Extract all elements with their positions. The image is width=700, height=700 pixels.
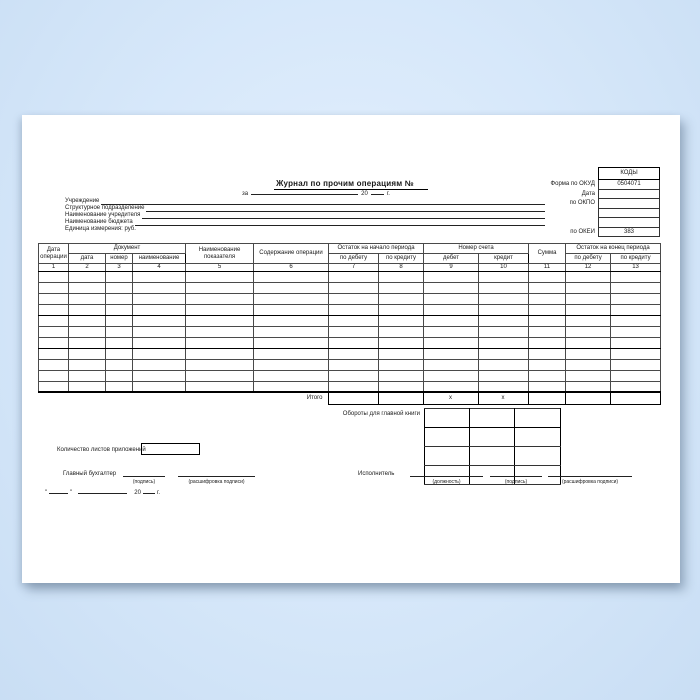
table-cell: [39, 282, 69, 293]
total-cell: [565, 392, 610, 405]
executor-position-caption: (должность): [432, 479, 461, 485]
table-cell: [479, 282, 529, 293]
table-cell: [39, 337, 69, 348]
table-cell: [329, 315, 379, 326]
table-cell: [479, 326, 529, 337]
table-cell: [529, 370, 566, 381]
turnover-row: [425, 409, 561, 428]
table-cell: [186, 348, 254, 359]
table-cell: [329, 359, 379, 370]
col-header-content: Содержание операции: [254, 244, 329, 264]
table-cell: [379, 337, 424, 348]
department-blank: [146, 211, 545, 212]
table-cell: [69, 282, 106, 293]
col-header-begin-debit: по дебету: [329, 254, 379, 264]
codes-row-value: [598, 190, 660, 200]
founder-label: Наименование учредителя: [65, 212, 141, 219]
table-cell: [329, 293, 379, 304]
column-number-cell: 4: [133, 264, 186, 272]
turnover-cell: [425, 409, 470, 428]
col-header-sum: Сумма: [529, 244, 566, 264]
table-cell: [329, 304, 379, 315]
table-cell: [379, 348, 424, 359]
table-cell: [379, 282, 424, 293]
attachments-label: Количество листов приложений: [57, 447, 146, 453]
executor-name-caption: (расшифровка подписи): [561, 479, 619, 485]
table-cell: [106, 359, 133, 370]
table-cell: [133, 293, 186, 304]
codes-row-value: 0504071: [598, 180, 660, 190]
codes-row-value: 383: [598, 228, 660, 238]
executor-name-line: [548, 471, 632, 477]
column-number-cell: 3: [106, 264, 133, 272]
col-header-acc-credit: кредит: [479, 254, 529, 264]
column-number-cell: 5: [186, 264, 254, 272]
org-row-founder: [65, 212, 545, 219]
table-cell: [566, 293, 611, 304]
table-cell: [186, 337, 254, 348]
date-year-blank: [143, 489, 155, 494]
table-row: [39, 370, 661, 381]
total-label: Итого: [306, 395, 323, 401]
org-row-budget: [65, 219, 545, 226]
date-year: 20: [134, 490, 141, 496]
table-cell: [479, 359, 529, 370]
table-cell: [379, 271, 424, 282]
table-cell: [106, 326, 133, 337]
col-header-doc-number: номер: [106, 254, 133, 264]
col-header-begin-credit: по кредиту: [379, 254, 424, 264]
codes-header-row: [464, 167, 660, 180]
table-cell: [106, 304, 133, 315]
table-cell: [186, 326, 254, 337]
table-cell: [424, 315, 479, 326]
table-cell: [529, 293, 566, 304]
col-header-document: Документ: [69, 244, 186, 254]
org-row-department: [65, 205, 545, 212]
table-cell: [106, 315, 133, 326]
table-cell: [106, 337, 133, 348]
table-cell: [39, 370, 69, 381]
accountant-name-caption: (расшифровка подписи): [188, 479, 245, 485]
table-cell: [566, 271, 611, 282]
turnover-cell: [470, 409, 515, 428]
table-cell: [39, 315, 69, 326]
table-cell: [254, 293, 329, 304]
table-cell: [424, 293, 479, 304]
col-header-end-debit: по дебету: [566, 254, 611, 264]
table-row: [39, 326, 661, 337]
table-cell: [424, 337, 479, 348]
table-cell: [254, 282, 329, 293]
org-row-institution: [65, 198, 545, 205]
table-cell: [106, 370, 133, 381]
table-cell: [529, 282, 566, 293]
table-cell: [106, 282, 133, 293]
table-cell: [106, 348, 133, 359]
table-cell: [254, 337, 329, 348]
date-quote-close: ": [70, 490, 73, 496]
founder-blank: [142, 218, 545, 219]
table-cell: [379, 315, 424, 326]
table-cell: [611, 348, 661, 359]
column-number-cell: 2: [69, 264, 106, 272]
table-cell: [424, 370, 479, 381]
table-cell: [39, 348, 69, 359]
table-cell: [479, 293, 529, 304]
period-blank: [251, 190, 358, 195]
table-cell: [133, 359, 186, 370]
journal-table: [38, 243, 661, 393]
table-cell: [379, 370, 424, 381]
executor-position-line: [410, 471, 483, 477]
table-cell: [529, 348, 566, 359]
col-header-account: Номер счета: [424, 244, 529, 254]
table-cell: [39, 271, 69, 282]
accountant-signature-line: [123, 471, 165, 477]
turnover-cell: [470, 428, 515, 447]
table-row: [39, 271, 661, 282]
turnover-cell: [515, 428, 561, 447]
table-cell: [566, 304, 611, 315]
column-number-cell: 11: [529, 264, 566, 272]
column-number-cell: 7: [329, 264, 379, 272]
table-cell: [106, 293, 133, 304]
turnover-row: [425, 447, 561, 466]
executor-label: Исполнитель: [358, 471, 395, 477]
table-cell: [133, 315, 186, 326]
org-fields: [65, 198, 545, 233]
table-row: [39, 304, 661, 315]
codes-header-spacer: [464, 167, 598, 180]
table-cell: [566, 370, 611, 381]
table-cell: [329, 271, 379, 282]
codes-row-label: по ОКЕИ: [570, 228, 595, 235]
table-cell: [254, 315, 329, 326]
total-cell: [378, 392, 423, 405]
table-row: [39, 315, 661, 326]
total-cell: x: [423, 392, 478, 405]
codes-row-label: по ОКПО: [569, 200, 595, 206]
table-cell: [479, 348, 529, 359]
table-cell: [611, 282, 661, 293]
table-cell: [611, 337, 661, 348]
table-cell: [69, 304, 106, 315]
col-header-end-credit: по кредиту: [611, 254, 661, 264]
table-cell: [566, 326, 611, 337]
table-row: [39, 337, 661, 348]
table-cell: [424, 326, 479, 337]
table-cell: [186, 304, 254, 315]
unit-label: Единица измерения: руб.: [65, 226, 136, 233]
org-row-unit: [65, 226, 545, 233]
column-number-cell: 6: [254, 264, 329, 272]
col-header-doc-date: дата: [69, 254, 106, 264]
column-number-cell: 1: [39, 264, 69, 272]
date-quote-open: ": [45, 490, 48, 496]
codes-row: [464, 180, 660, 190]
column-number-cell: 12: [566, 264, 611, 272]
table-cell: [424, 304, 479, 315]
institution-blank: [101, 204, 545, 205]
table-cell: [611, 271, 661, 282]
codes-header: КОДЫ: [598, 167, 660, 180]
table-cell: [329, 348, 379, 359]
table-cell: [379, 304, 424, 315]
table-cell: [329, 282, 379, 293]
table-cell: [69, 370, 106, 381]
table-cell: [133, 271, 186, 282]
table-cell: [186, 315, 254, 326]
table-cell: [106, 271, 133, 282]
table-cell: [133, 326, 186, 337]
period-year: 20: [361, 191, 368, 197]
table-cell: [69, 359, 106, 370]
codes-row-value: [598, 199, 660, 209]
column-number-cell: 9: [424, 264, 479, 272]
table-cell: [479, 304, 529, 315]
form-title: Журнал по прочим операциям №: [274, 179, 428, 190]
period-prefix: за: [242, 191, 249, 197]
table-cell: [69, 293, 106, 304]
column-number-cell: 10: [479, 264, 529, 272]
table-row: [39, 359, 661, 370]
codes-row-value: [598, 209, 660, 219]
table-cell: [133, 282, 186, 293]
table-row: [39, 293, 661, 304]
table-cell: [254, 348, 329, 359]
total-cell: x: [478, 392, 528, 405]
table-cell: [529, 304, 566, 315]
turnover-cell: [470, 447, 515, 466]
period-year-blank: [371, 190, 384, 195]
table-cell: [186, 282, 254, 293]
table-row: [39, 282, 661, 293]
table-cell: [566, 282, 611, 293]
table-cell: [611, 304, 661, 315]
column-numbers-row: [39, 264, 661, 272]
col-header-balance-end: Остаток на конец периода: [566, 244, 661, 254]
table-cell: [424, 359, 479, 370]
col-header-balance-begin: Остаток на начало периода: [329, 244, 424, 254]
table-cell: [566, 337, 611, 348]
table-cell: [529, 326, 566, 337]
document-page: [22, 115, 680, 583]
accountant-signature-caption: (подпись): [132, 479, 156, 485]
table-cell: [186, 370, 254, 381]
budget-blank: [135, 225, 545, 226]
codes-row-value: [598, 218, 660, 228]
total-cells-row: [38, 392, 660, 405]
table-cell: [611, 293, 661, 304]
header-row-sub: [39, 254, 661, 264]
turnover-cell: [515, 409, 561, 428]
table-cell: [329, 326, 379, 337]
table-cell: [611, 326, 661, 337]
table-cell: [479, 370, 529, 381]
column-number-cell: 8: [379, 264, 424, 272]
table-cell: [529, 271, 566, 282]
table-cell: [529, 315, 566, 326]
table-row: [39, 348, 661, 359]
table-cell: [69, 315, 106, 326]
table-cell: [329, 370, 379, 381]
accountant-name-line: [178, 471, 255, 477]
table-cell: [479, 271, 529, 282]
col-header-indicator: Наименование показателя: [186, 244, 254, 264]
table-cell: [329, 337, 379, 348]
total-cell: [610, 392, 660, 405]
period-suffix: г.: [386, 191, 390, 197]
date-line: [45, 489, 160, 496]
table-cell: [254, 271, 329, 282]
col-header-acc-debit: дебет: [424, 254, 479, 264]
table-cell: [39, 326, 69, 337]
department-label: Структурное подразделение: [65, 205, 145, 212]
table-cell: [611, 359, 661, 370]
table-cell: [69, 271, 106, 282]
budget-label: Наименование бюджета: [65, 219, 133, 226]
table-cell: [424, 271, 479, 282]
codes-row-label: Дата: [581, 190, 595, 197]
accountant-label: Главный бухгалтер: [63, 471, 117, 477]
attachments-count-box: [141, 443, 200, 455]
table-cell: [254, 326, 329, 337]
table-cell: [529, 337, 566, 348]
table-cell: [479, 315, 529, 326]
executor-signature-line: [490, 471, 542, 477]
table-cell: [379, 293, 424, 304]
table-cell: [133, 337, 186, 348]
table-body: [39, 271, 661, 392]
codes-row-label: Форма по ОКУД: [550, 181, 595, 187]
table-cell: [254, 359, 329, 370]
institution-label: Учреждение: [65, 198, 100, 205]
table-cell: [39, 304, 69, 315]
table-cell: [69, 348, 106, 359]
table-cell: [186, 271, 254, 282]
executor-signature-caption: (подпись): [504, 479, 528, 485]
total-cell: [328, 392, 378, 405]
table-cell: [566, 348, 611, 359]
header-row-groups: [39, 244, 661, 254]
table-cell: [133, 348, 186, 359]
table-cell: [39, 293, 69, 304]
table-cell: [379, 359, 424, 370]
table-cell: [133, 370, 186, 381]
total-cell: [528, 392, 565, 405]
turnover-cell: [515, 447, 561, 466]
table-cell: [529, 359, 566, 370]
date-day-blank: [49, 489, 68, 494]
turnover-cell: [425, 447, 470, 466]
date-month-blank: [78, 489, 127, 494]
turnover-label: Обороты для главной книги: [342, 411, 420, 417]
turnover-row: [425, 428, 561, 447]
table-cell: [611, 315, 661, 326]
table-cell: [566, 315, 611, 326]
turnover-cell: [425, 428, 470, 447]
table-cell: [611, 370, 661, 381]
table-cell: [69, 337, 106, 348]
table-cell: [186, 359, 254, 370]
table-cell: [254, 304, 329, 315]
total-row: [38, 391, 661, 405]
table-cell: [254, 370, 329, 381]
col-header-date-operation: Дата операции: [39, 244, 69, 264]
table-cell: [479, 337, 529, 348]
table-cell: [39, 359, 69, 370]
table-cell: [379, 326, 424, 337]
table-cell: [424, 348, 479, 359]
table-cell: [566, 359, 611, 370]
table-cell: [133, 304, 186, 315]
col-header-doc-name: наименование: [133, 254, 186, 264]
table-cell: [424, 282, 479, 293]
date-suffix: г.: [156, 490, 161, 496]
table-cell: [186, 293, 254, 304]
column-number-cell: 13: [611, 264, 661, 272]
table-cell: [69, 326, 106, 337]
